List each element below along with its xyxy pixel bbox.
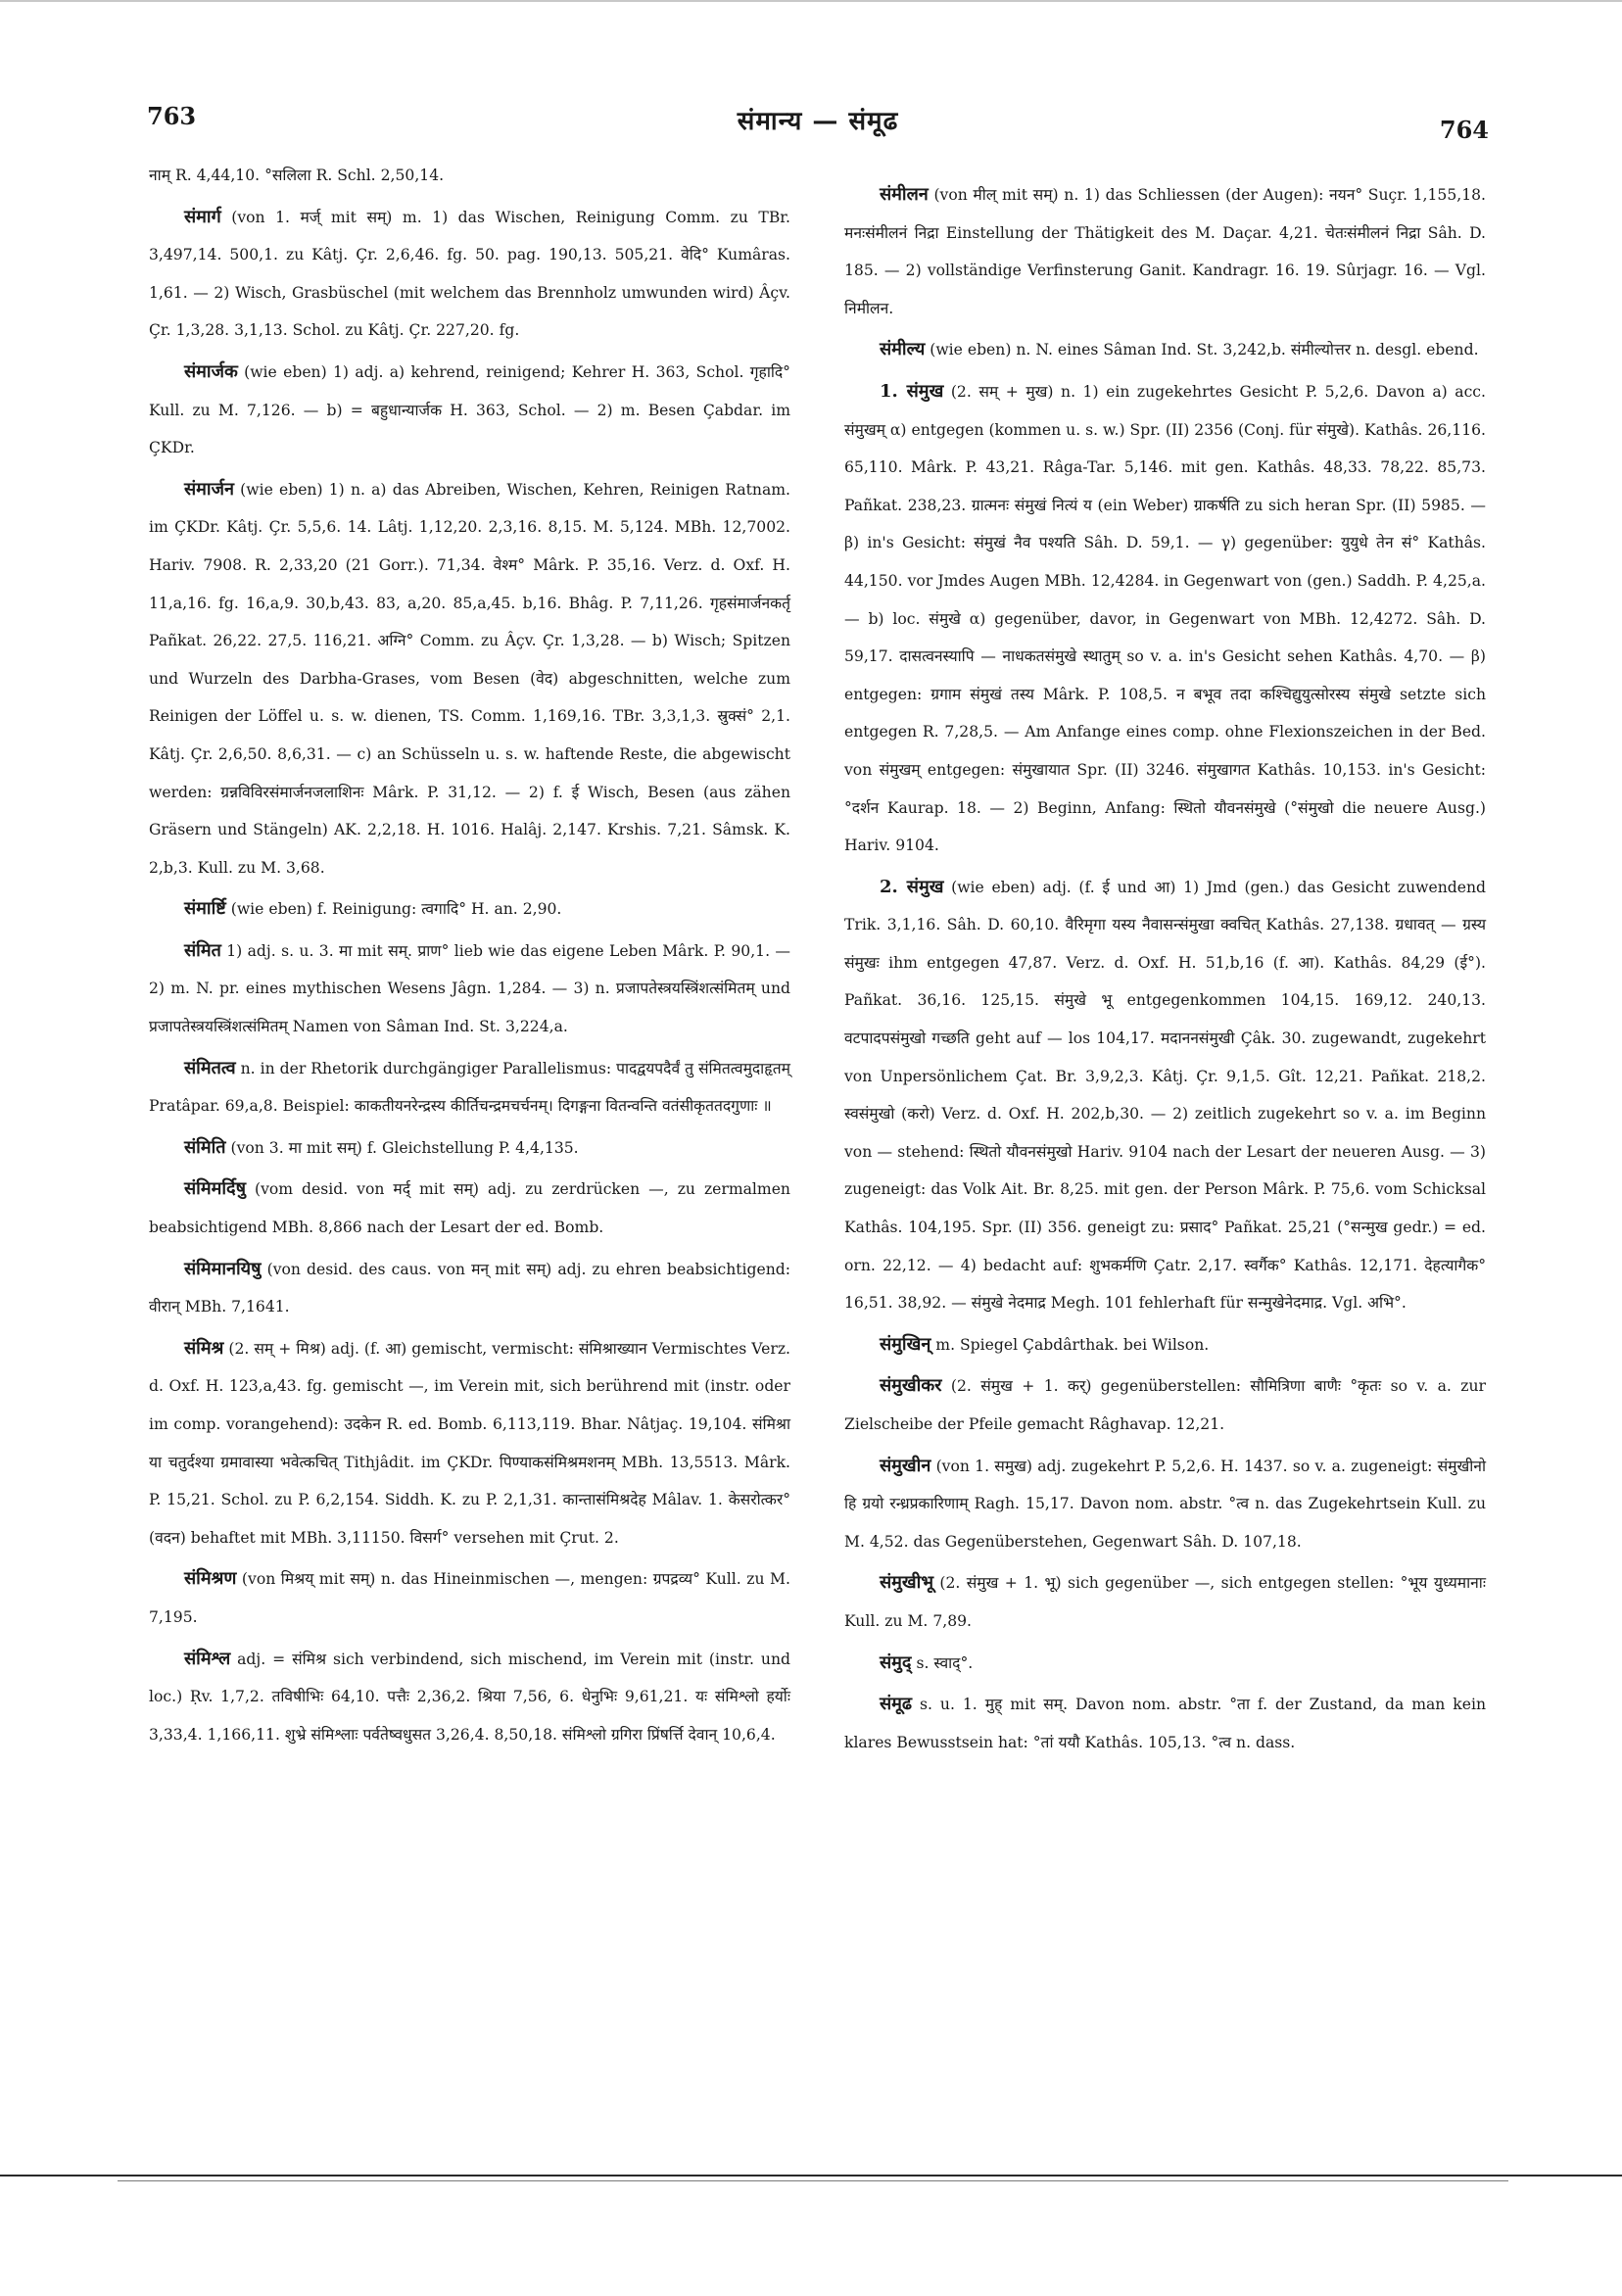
entry-text: (wie eben) n. N. eines Sâman Ind. St. 3,242,b. संमील्योत्तर n. desgl. ebend. — [930, 341, 1479, 359]
entry-headword: 2. संमुख — [880, 876, 944, 897]
running-headword: संमान्य — संमूढ — [737, 107, 899, 136]
entry-headword: संमुखीभू — [880, 1572, 933, 1594]
dictionary-entry — [844, 1326, 1486, 1364]
entry-text: s. स्वाद्°. — [916, 1653, 974, 1672]
entry-headword: संमार्जन — [184, 478, 234, 500]
entry-headword: 1. संमुख — [880, 380, 944, 402]
entry-text: m. Spiegel Çabdârthak. bei Wilson. — [935, 1335, 1210, 1354]
dictionary-entry — [844, 373, 1486, 865]
dictionary-entry — [149, 199, 790, 350]
entry-text: (wie eben) 1) n. a) das Abreiben, Wischen, Kehren, Reinigen Ratnam. im ÇKDr. Kâtj. Çr. 5,5,6. 14. Lâtj. 1,12,20. 2,3,16. 8,15. M. 5,124. MBh. 12,7002. Hariv. 7908. R. 2,33,20 (21 Gorr.). 71,34. वेश्म° Mârk. P. 35,16. Verz. d. Oxf. H. 11,a,16. fg. 16,a,9. 30,b,43. 83, a,20. 85,a,45. b,16. Bhâg. P. 7,11,26. गृहसंमार्जनकर्तृ Pañkat. 26,22. 27,5. 116,21. अग्नि° Comm. zu Âçv. Çr. 1,3,28. — b) Wisch; Spitzen und Wurzeln des Darbha-Grases, vom Besen (वेद) abgeschnitten, welche zum Reinigen der Löffel u. s. w. dienen, TS. Comm. 1,169,16. TBr. 3,3,1,3. स्रुक्सं° 2,1. Kâtj. Çr. 2,6,50. 8,6,31. — c) an Schüsseln u. s. w. haftende Reste, die abgewischt werden: ग्रन्नविविरसंमार्जनजलाशिनः Mârk. P. 31,12. — 2) f. ई Wisch, Besen (aus zähen Gräsern und Stängeln) AK. 2,2,18. H. 1016. Halâj. 2,147. Krshis. 7,21. Sâmsk. K. 2,b,3. Kull. zu M. 3,68. — [149, 480, 790, 877]
dictionary-entry — [149, 157, 790, 195]
right-column — [844, 176, 1486, 1765]
left-column — [149, 157, 790, 1757]
entry-text: (von 1. समुख) adj. zugekehrt P. 5,2,6. H. 1437. so v. a. zugeneigt: संमुखीनो हि ग्रयो रन्ध्रप्रकारिणाम् Ragh. 15,17. Davon nom. abstr. °त्व n. das Zugekehrtsein Kull. zu M. 4,52. das Gegenüberstehen, Gegenwart Sâh. D. 107,18. — [844, 1457, 1486, 1551]
dictionary-entry — [844, 1367, 1486, 1443]
entry-text: नाम् R. 4,44,10. °सलिला R. Schl. 2,50,14. — [149, 167, 445, 184]
entry-headword: संमीलन — [880, 184, 929, 205]
entry-text: (2. संमुख + 1. कर्) gegenüberstellen: सौमित्रिणा बाणैः °कृतः so v. a. zur Zielscheibe der Pfeile gemacht Râghavap. 12,21. — [844, 1377, 1486, 1433]
dictionary-entry — [149, 933, 790, 1046]
dictionary-entry — [844, 1645, 1486, 1683]
entry-headword: संमिमर्दिषु — [184, 1178, 246, 1200]
dictionary-entry — [149, 1251, 790, 1326]
dictionary-entry — [844, 176, 1486, 327]
entry-text: (wie eben) f. Reinigung: त्वगादि° H. an. 2,90. — [230, 900, 562, 919]
bottom-rule — [0, 2175, 1622, 2176]
dictionary-entry — [149, 1050, 790, 1125]
entry-text: adj. = संमिश्र sich verbindend, sich mischend, im Verein mit (instr. und loc.) Ṛv. 1,7,2. तविषीभिः 64,10. पत्तैः 2,36,2. श्रिया 7,56, 6. धेनुभिः 9,61,21. यः संमिश्लो हर्योः 3,33,4. 1,166,11. शुभ्रे संमिश्लाः पर्वतेष्वधुसत 3,26,4. 8,50,18. संमिश्लो ग्रगिरा प्रिंषर्त्ति देवान् 10,6,4. — [149, 1650, 790, 1744]
dictionary-entry — [844, 1448, 1486, 1561]
dictionary-entry — [149, 471, 790, 887]
entry-text: s. u. 1. मुह् mit सम्. Davon nom. abstr. °ता f. der Zustand, da man kein klares Bewusstsein hat: °तां ययौ Kathâs. 105,13. °त्व n. dass. — [844, 1696, 1487, 1751]
entry-headword: संमुखिन् — [880, 1333, 931, 1355]
dictionary-entry — [844, 1686, 1486, 1761]
entry-text: (vom desid. von मर्द् mit सम्) adj. zu zerdrücken —, zu zermalmen beabsichtigend MBh. 8,866 nach der Lesart der ed. Bomb. — [149, 1180, 790, 1237]
entry-headword: संमितत्व — [184, 1057, 236, 1078]
entry-text: (von मिश्रय् mit सम्) n. das Hineinmischen —, mengen: ग्रपद्रव्य° Kull. zu M. 7,195. — [149, 1570, 790, 1626]
entry-headword: संमिश्रण — [184, 1568, 237, 1590]
entry-headword: संमूढ — [880, 1694, 913, 1715]
entry-text: (wie eben) adj. (f. ई und आ) 1) Jmd (gen.) das Gesicht zuwendend Trik. 3,1,16. Sâh. D. 60,10. वैरिमृगा यस्य नैवासन्संमुखा क्वचित् Kathâs. 27,138. ग्रधावत् — ग्रस्य संमुखः ihm entgegen 47,87. Verz. d. Oxf. H. 51,b,16 (f. आ). Kathâs. 84,29 (ई°). Pañkat. 36,16. 125,15. संमुखे भू entgegenkommen 104,15. 169,12. 240,13. वटपादपसंमुखो गच्छति geht auf — los 104,17. मदाननसंमुखी Çâk. 30. zugewandt, zugekehrt von Unpersönlichem Çat. Br. 3,9,2,3. Kâtj. Çr. 9,1,5. Gît. 12,21. Pañkat. 218,2. स्वसंमुखो (करो) Verz. d. Oxf. H. 202,b,30. — 2) zeitlich zugekehrt so v. a. im Beginn von — stehend: स्थितो यौवनसंमुखो Hariv. 9104 nach der Lesart der neueren Ausg. — 3) zugeneigt: das Volk Ait. Br. 8,25. mit gen. der Person Mârk. P. 75,6. vom Schicksal Kathâs. 104,195. Spr. (II) 356. geneigt zu: प्रसाद° Pañkat. 25,21 (°सन्मुख gedr.) = ed. orn. 22,12. — 4) bedacht auf: शुभकर्मणि Çatr. 2,17. स्वर्गैक° Kathâs. 12,171. देहत्यागैक° 16,51. 38,92. — संमुखे नेदमाद्र Megh. 101 fehlerhaft für सन्मुखेनेदमाद्र. Vgl. अभि°. — [844, 878, 1487, 1313]
dictionary-entry — [149, 354, 790, 467]
entry-headword: संमार्ग — [184, 206, 221, 227]
entry-headword: संमील्य — [880, 339, 926, 360]
entry-text: (wie eben) 1) adj. a) kehrend, reinigend; Kehrer H. 363, Schol. गृहादि° Kull. zu M. 7,126. — b) = बहुधान्यार्जक H. 363, Schol. — 2) m. Besen Çabdar. im ÇKDr. — [149, 362, 790, 457]
entry-headword: संमिति — [184, 1136, 226, 1158]
entry-text: (2. सम् + मिश्र) adj. (f. आ) gemischt, vermischt: संमिश्राख्यान Vermischtes Verz. d. Oxf. H. 123,a,43. fg. gemischt —, im Verein mit, sich berührend mit (instr. oder im comp. vorangehend): उदकेन R. ed. Bomb. 6,113,119. Bhar. Nâtjaç. 19,104. संमिश्रा या चतुर्दश्या ग्रमावास्या भवेत्कचित् Tithjâdit. im ÇKDr. पिण्याकसंमिश्रमशनम् MBh. 13,5513. Mârk. P. 15,21. Schol. zu P. 6,2,154. Siddh. K. zu P. 2,1,31. कान्तासंमिश्रदेह Mâlav. 1. केसरोत्कर° (वदन) behaftet mit MBh. 3,11150. विसर्ग° versehen mit Çrut. 2. — [149, 1339, 790, 1547]
entry-headword: संमुद् — [880, 1651, 912, 1673]
entry-text: n. in der Rhetorik durchgängiger Parallelismus: पादद्वयपदैर्वं तु संमितत्वमुदाहृतम् Pratâpar. 69,a,8. Beispiel: काकतीयनरेन्द्रस्य कीर्तिचन्द्रमचर्चनम्। दिगङ्गना वितन्वन्ति वतंसीकृततदगुणाः ॥ — [149, 1059, 791, 1116]
dictionary-entry — [149, 1129, 790, 1168]
dictionary-entry — [149, 1560, 790, 1636]
top-edge-line — [0, 0, 1622, 2]
entry-headword: संमुखीन — [880, 1455, 931, 1476]
dictionary-entry — [149, 1330, 790, 1557]
entry-headword: संमार्जक — [184, 360, 238, 382]
entry-text: (2. संमुख + 1. भू) sich gegenüber —, sich entgegen stellen: °भूय युध्यमानाः Kull. zu M. 7,89. — [844, 1574, 1486, 1630]
page-number-right: 764 — [1439, 116, 1489, 144]
entry-text: (von 3. मा mit सम्) f. Gleichstellung P. 4,4,135. — [230, 1138, 579, 1157]
dictionary-entry — [149, 890, 790, 929]
entry-headword: संमित — [184, 939, 221, 961]
entry-headword: संमिश्र — [184, 1337, 224, 1359]
entry-text: (2. सम् + मुख) n. 1) ein zugekehrtes Gesicht P. 5,2,6. Davon a) acc. संमुखम् α) entgegen (kommen u. s. w.) Spr. (II) 2356 (Conj. für संमुखे). Kathâs. 26,116. 65,110. Mârk. P. 43,21. Râga-Tar. 5,146. mit gen. Kathâs. 48,33. 78,22. 85,73. Pañkat. 238,23. ग्रात्मनः संमुखं नित्यं य (ein Weber) ग्राकर्षति zu sich heran Spr. (II) 5985. — β) in's Gesicht: संमुखं नैव पश्यति Sâh. D. 59,1. — γ) gegenüber: युयुधे तेन सं° Kathâs. 44,150. vor Jmdes Augen MBh. 12,4284. in Gegenwart von (gen.) Saddh. P. 4,25,a. — b) loc. संमुखे α) gegenüber, davor, in Gegenwart von MBh. 12,4272. Sâh. D. 59,17. दासत्वनस्यापि — नाधकतसंमुखे स्थातुम् so v. a. in's Gesicht sehen Kathâs. 4,70. — β) entgegen: ग्रगाम संमुखं तस्य Mârk. P. 108,5. न बभूव तदा कश्चिद्युयुत्सोरस्य संमुखे setzte sich entgegen R. 7,28,5. — Am Anfange eines comp. ohne Flexionszeichen in der Bed. von संमुखम् entgegen: संमुखायात Spr. (II) 3246. संमुखागत Kathâs. 10,153. in's Gesicht: °दर्शन Kaurap. 18. — 2) Beginn, Anfang: स्थितो यौवनसंमुखे (°संमुखो die neuere Ausg.) Hariv. 9104. — [844, 382, 1487, 855]
dictionary-entry — [844, 869, 1486, 1322]
dictionary-entry — [149, 1641, 790, 1754]
page-header — [147, 102, 1489, 151]
entry-headword: संमुखीकर — [880, 1375, 942, 1397]
dictionary-entry — [149, 1171, 790, 1246]
page-number-left: 763 — [147, 102, 197, 130]
bottom-rule-thin — [118, 2180, 1508, 2181]
entry-headword: संमार्ष्टि — [184, 898, 226, 920]
entry-text: (von 1. मर्ज् mit सम्) m. 1) das Wischen, Reinigung Comm. zu TBr. 3,497,14. 500,1. zu Kâtj. Çr. 2,6,46. fg. 50. pag. 190,13. 505,21. वेदि° Kumâras. 1,61. — 2) Wisch, Grasbüschel (mit welchem das Brennholz umwunden wird) Âçv. Çr. 1,3,28. 3,1,13. Schol. zu Kâtj. Çr. 227,20. fg. — [149, 208, 790, 340]
dictionary-entry — [844, 331, 1486, 369]
entry-headword: संमिश्ल — [184, 1648, 231, 1669]
entry-headword: संमिमानयिषु — [184, 1258, 262, 1279]
entry-text: (von desid. des caus. von मन् mit सम्) adj. zu ehren beabsichtigend: वीरान् MBh. 7,1641. — [149, 1260, 790, 1316]
entry-text: (von मील् mit सम्) n. 1) das Schliessen (der Augen): नयन° Suçr. 1,155,18. मनःसंमीलनं निद्रा Einstellung der Thätigkeit des M. Daçar. 4,21. चेतःसंमीलनं निद्रा Sâh. D. 185. — 2) vollständige Verfinsterung Ganit. Kandragr. 16. 19. Sûrjagr. 16. — Vgl. निमीलन. — [844, 186, 1486, 317]
dictionary-entry — [844, 1564, 1486, 1640]
entry-text: 1) adj. s. u. 3. मा mit सम्. प्राण° lieb wie das eigene Leben Mârk. P. 90,1. — 2) m. N. pr. eines mythischen Wesens Jâgn. 1,284. — 3) n. प्रजापतेस्त्रयस्त्रिंशत्संमितम् und प्रजापतेस्त्रयस्त्रिंशत्संमितम् Namen von Sâman Ind. St. 3,224,a. — [149, 941, 790, 1036]
